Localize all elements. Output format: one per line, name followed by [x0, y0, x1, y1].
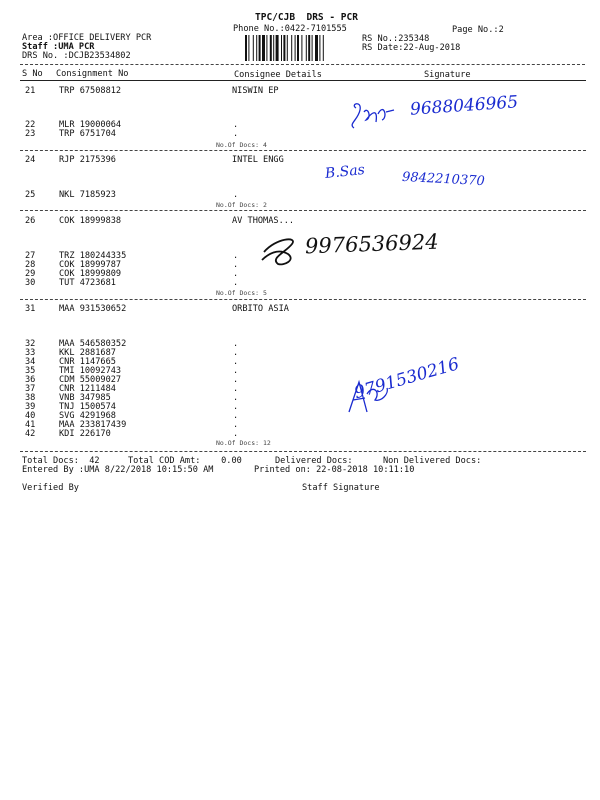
consignment-number: COK 18999809 [59, 269, 122, 279]
barcode-bar [245, 35, 247, 61]
serial-number: 28 [25, 260, 36, 270]
serial-number: 31 [25, 304, 36, 314]
column-header-signature: Signature [424, 70, 471, 80]
handwritten-phone: 9976536924 [304, 229, 439, 259]
total-docs: Total Docs: 42 [22, 456, 100, 466]
barcode-bar [287, 35, 288, 61]
consignee-name: INTEL ENGG [232, 155, 284, 165]
serial-number: 22 [25, 120, 36, 130]
row-dot: . [233, 129, 239, 139]
row-dot: . [233, 120, 239, 130]
rs-date: RS Date:22-Aug-2018 [362, 43, 461, 53]
barcode-bar [308, 35, 310, 61]
non-delivered-docs: Non Delivered Docs: [383, 456, 482, 466]
row-dot: . [233, 375, 239, 385]
consignment-number: TUT 4723681 [59, 278, 116, 288]
row-dot: . [233, 278, 239, 288]
barcode-bar [319, 35, 320, 61]
divider [20, 64, 585, 65]
serial-number: 41 [25, 420, 36, 430]
column-header-sno: S No [22, 69, 43, 79]
serial-number: 38 [25, 393, 36, 403]
consignment-number: RJP 2175396 [59, 155, 116, 165]
serial-number: 24 [25, 155, 36, 165]
serial-number: 29 [25, 269, 36, 279]
barcode-bar [248, 35, 249, 61]
row-dot: . [233, 348, 239, 358]
doc-count: No.Of Docs: 2 [216, 201, 267, 209]
row-dot: . [233, 402, 239, 412]
barcode-bar [315, 35, 318, 61]
doc-count: No.Of Docs: 4 [216, 141, 267, 149]
serial-number: 42 [25, 429, 36, 439]
barcode-bar [323, 35, 324, 61]
serial-number: 33 [25, 348, 36, 358]
serial-number: 26 [25, 216, 36, 226]
staff-signature: Staff Signature [302, 483, 380, 493]
column-header-consignee: Consignee Details [234, 70, 322, 80]
consignment-number: KDI 226170 [59, 429, 111, 439]
row-dot: . [233, 339, 239, 349]
entered-by: Entered By :UMA 8/22/2018 10:15:50 AM [22, 465, 214, 475]
barcode-bar [253, 35, 254, 61]
doc-count: No.Of Docs: 12 [216, 439, 271, 447]
consignment-number: NKL 7185923 [59, 190, 116, 200]
row-dot: . [233, 190, 239, 200]
serial-number: 32 [25, 339, 36, 349]
consignment-number: TRP 67508812 [59, 86, 122, 96]
barcode-bar [312, 35, 313, 61]
staff-label: Staff :UMA PCR [22, 42, 95, 52]
handwritten-signature [258, 232, 300, 268]
handwritten-phone: 9688046965 [409, 92, 519, 120]
handwritten-name: B.Sas [324, 161, 366, 183]
consignment-number: COK 18999838 [59, 216, 122, 226]
serial-number: 21 [25, 86, 36, 96]
row-dot: . [233, 260, 239, 270]
serial-number: 23 [25, 129, 36, 139]
area-label: Area :OFFICE DELIVERY PCR [22, 33, 152, 43]
serial-number: 39 [25, 402, 36, 412]
consignment-number: TRZ 180244335 [59, 251, 127, 261]
barcode [245, 35, 355, 61]
serial-number: 35 [25, 366, 36, 376]
row-dot: . [233, 420, 239, 430]
group-divider [20, 299, 586, 300]
printed-on: Printed on: 22-08-2018 10:11:10 [254, 465, 415, 475]
barcode-bar [281, 35, 282, 61]
barcode-bar [262, 35, 265, 61]
serial-number: 27 [25, 251, 36, 261]
consignee-name: ORBITO ASIA [232, 304, 289, 314]
drs-number: DRS No. :DCJB23534802 [22, 51, 131, 61]
consignment-number: CDM 55009027 [59, 375, 122, 385]
serial-number: 37 [25, 384, 36, 394]
barcode-bar [297, 35, 299, 61]
consignment-number: KKL 2881687 [59, 348, 116, 358]
consignment-number: MLR 19000064 [59, 120, 122, 130]
serial-number: 34 [25, 357, 36, 367]
page-number: Page No.:2 [452, 25, 504, 35]
consignment-number: VNB 347985 [59, 393, 111, 403]
consignee-name: NISWIN EP [232, 86, 279, 96]
total-cod-amount: Total COD Amt: 0.00 [128, 456, 242, 466]
consignment-number: MAA 931530652 [59, 304, 127, 314]
barcode-bar [295, 35, 296, 61]
row-dot: . [233, 411, 239, 421]
group-divider [20, 150, 586, 151]
consignee-name: AV THOMAS... [232, 216, 295, 226]
handwritten-phone: 9791530216 [352, 354, 462, 404]
barcode-bar [270, 35, 272, 61]
barcode-bar [266, 35, 267, 61]
rs-number: RS No.:235348 [362, 34, 430, 44]
row-dot: . [233, 393, 239, 403]
row-dot: . [233, 357, 239, 367]
barcode-bar [273, 35, 274, 61]
consignment-number: SVG 4291968 [59, 411, 116, 421]
delivered-docs: Delivered Docs: [275, 456, 353, 466]
barcode-bar [283, 35, 285, 61]
consignment-number: MAA 233817439 [59, 420, 127, 430]
row-dot: . [233, 269, 239, 279]
consignment-number: TMI 10092743 [59, 366, 122, 376]
handwritten-phone: 9842210370 [401, 169, 486, 190]
consignment-number: TRP 6751704 [59, 129, 116, 139]
serial-number: 25 [25, 190, 36, 200]
barcode-bar [291, 35, 292, 61]
header-rule [20, 80, 586, 81]
doc-count: No.Of Docs: 5 [216, 289, 267, 297]
row-dot: . [233, 251, 239, 261]
row-dot: . [233, 384, 239, 394]
row-dot: . [233, 366, 239, 376]
serial-number: 30 [25, 278, 36, 288]
consignment-number: COK 18999787 [59, 260, 122, 270]
group-divider [20, 210, 586, 211]
handwritten-signature [348, 98, 398, 134]
serial-number: 36 [25, 375, 36, 385]
serial-number: 40 [25, 411, 36, 421]
column-header-consignment: Consignment No [56, 69, 129, 79]
document-title: TPC/CJB DRS - PCR [255, 12, 358, 23]
row-dot: . [233, 429, 239, 439]
barcode-bar [256, 35, 257, 61]
divider [20, 451, 586, 452]
verified-by: Verified By [22, 483, 79, 493]
consignment-number: CNR 1211484 [59, 384, 116, 394]
barcode-bar [301, 35, 302, 61]
phone-number: Phone No.:0422-7101555 [233, 24, 347, 34]
consignment-number: CNR 1147665 [59, 357, 116, 367]
consignment-number: TNJ 1500574 [59, 402, 116, 412]
consignment-number: MAA 546580352 [59, 339, 127, 349]
barcode-bar [276, 35, 279, 61]
barcode-bar [259, 35, 261, 61]
barcode-bar [306, 35, 307, 61]
